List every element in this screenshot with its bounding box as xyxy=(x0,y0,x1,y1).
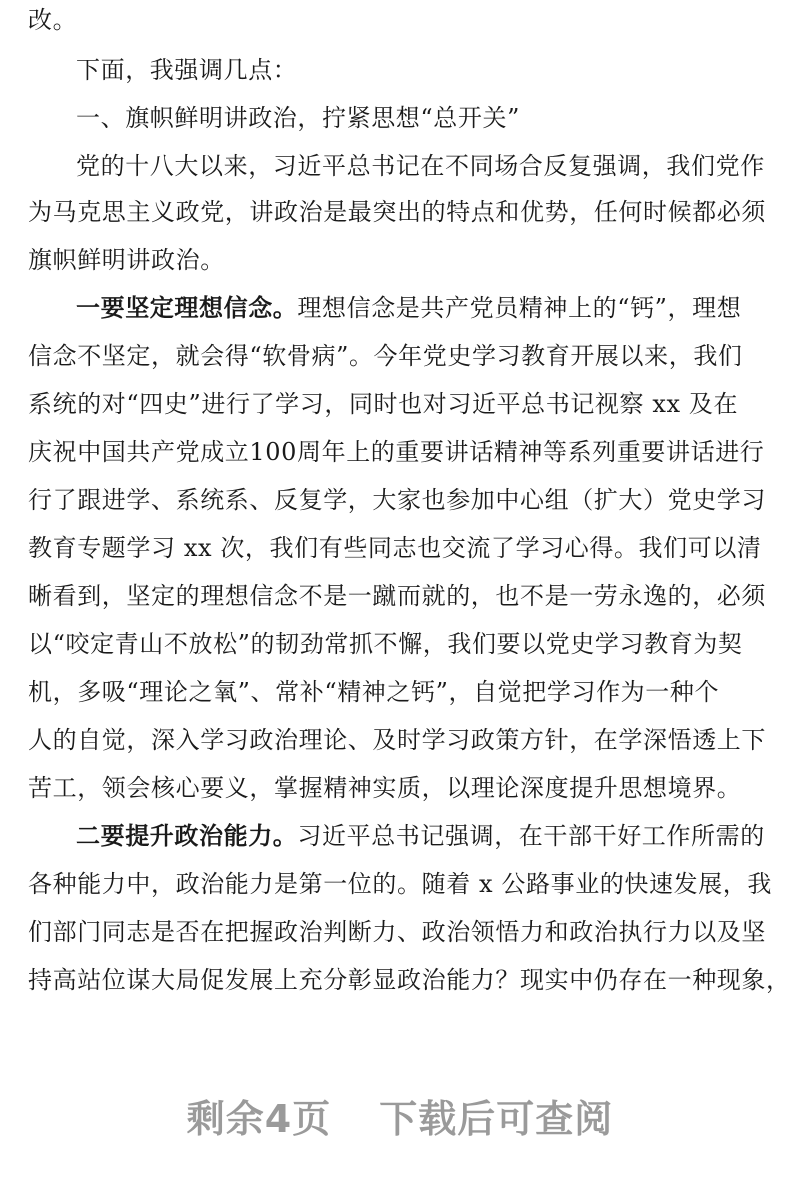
text-span: 习近平总书记强调，在干部干好工作所需的 xyxy=(297,822,765,850)
text-line: 以“咬定青山不放松”的韧劲常抓不懈，我们要以党史学习教育为契 xyxy=(28,630,743,658)
paragraph-first-line xyxy=(76,820,800,852)
text-line: 庆祝中国共产党成立100周年上的重要讲话精神等系列重要讲话进行 xyxy=(28,438,765,466)
text-line: 信念不坚定，就会得“软骨病”。今年党史学习教育开展以来，我们 xyxy=(28,342,743,370)
text-line: 旗帜鲜明讲政治。 xyxy=(28,246,225,274)
text-line: 苦工，领会核心要义，掌握精神实质，以理论深度提升思想境界。 xyxy=(28,774,742,802)
text-line: 改。 xyxy=(28,6,78,34)
text-line: 系统的对“四史”进行了学习，同时也对习近平总书记视察 xx 及在 xyxy=(28,390,739,418)
bold-heading-1: 一要坚定理想信念。 xyxy=(76,293,298,322)
text-line: 党的十八大以来，习近平总书记在不同场合反复强调，我们党作 xyxy=(76,152,765,180)
text-line: 教育专题学习 xx 次，我们有些同志也交流了学习心得。我们可以清 xyxy=(28,534,762,562)
text-line: 为马克思主义政党，讲政治是最突出的特点和优势，任何时候都必须 xyxy=(28,198,766,226)
paragraph-first-line xyxy=(76,292,800,324)
text-line: 各种能力中，政治能力是第一位的。随着 x 公路事业的快速发展，我 xyxy=(28,870,772,898)
remaining-pages-label: 剩余4页 xyxy=(186,1097,332,1141)
bold-heading-2: 二要提升政治能力。 xyxy=(76,821,298,850)
text-line: 人的自觉，深入学习政治理论、及时学习政策方针，在学深悟透上下 xyxy=(28,726,766,754)
text-line: 机，多吸“理论之氧”、常补“精神之钙”，自觉把学习作为一种个 xyxy=(28,678,720,706)
text-line: 下面，我强调几点： xyxy=(76,56,298,84)
text-line: 行了跟进学、系统系、反复学，大家也参加中心组（扩大）党史学习 xyxy=(28,486,766,514)
text-line: 晰看到，坚定的理想信念不是一蹴而就的，也不是一劳永逸的，必须 xyxy=(28,582,766,610)
download-to-view-label: 下载后可查阅 xyxy=(379,1097,614,1141)
text-line: 持高站位谋大局促发展上充分彰显政治能力？现实中仍存在一种现象， xyxy=(28,966,791,994)
text-line: 们部门同志是否在把握政治判断力、政治领悟力和政治执行力以及坚 xyxy=(28,918,766,946)
section-heading: 一、旗帜鲜明讲政治，拧紧思想“总开关” xyxy=(76,104,520,132)
text-span: 理想信念是共产党员精神上的“钙”，理想 xyxy=(297,294,742,322)
download-prompt[interactable] xyxy=(0,1088,800,1143)
